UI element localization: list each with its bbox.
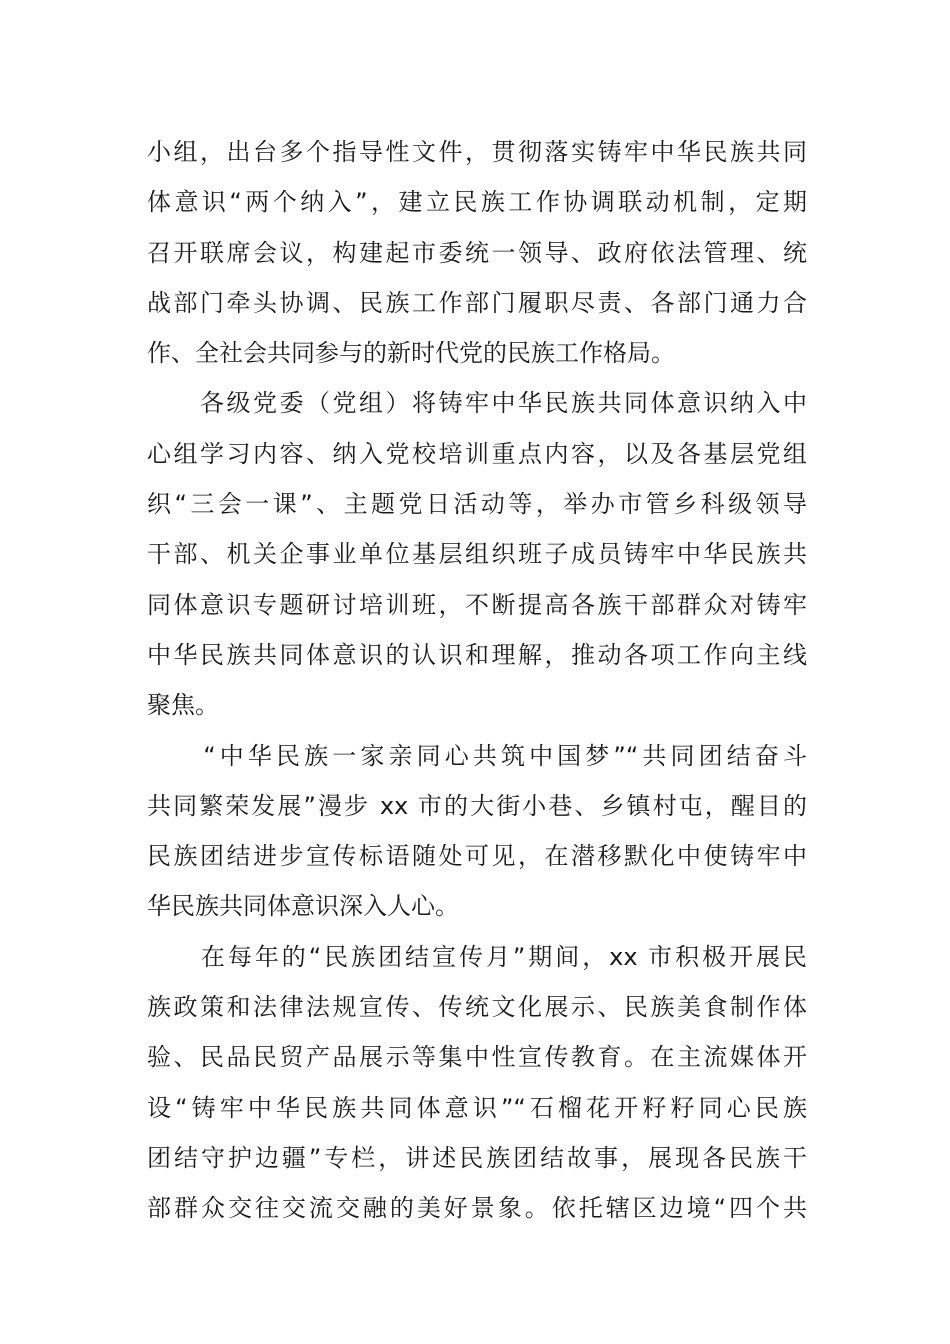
text-line: 体意识“两个纳入”，建立民族工作协调联动机制，定期 — [147, 188, 807, 217]
text-line: 干部、机关企事业单位基层组织班子成员铸牢中华民族共 — [147, 540, 807, 569]
text-line: 族政策和法律法规宣传、传统文化展示、民族美食制作体 — [147, 993, 807, 1022]
text-line: “中华民族一家亲同心共筑中国梦”“共同团结奋斗 — [147, 741, 807, 770]
text-line: 华民族共同体意识深入人心。 — [147, 892, 459, 921]
paragraph-3 — [147, 731, 807, 932]
document-body — [147, 127, 807, 1234]
text-line: 聚焦。 — [147, 691, 219, 720]
text-line: 召开联席会议，构建起市委统一领导、政府依法管理、统 — [147, 238, 807, 267]
text-line: 战部门牵头协调、民族工作部门履职尽责、各部门通力合 — [147, 288, 807, 317]
text-line: 共同繁荣发展”漫步 xx 市的大街小巷、乡镇村屯，醒目的 — [147, 791, 807, 820]
text-line: 民族团结进步宣传标语随处可见，在潜移默化中使铸牢中 — [147, 842, 807, 871]
text-line: 在每年的“民族团结宣传月”期间，xx 市积极开展民 — [147, 942, 807, 971]
text-line: 同体意识专题研讨培训班，不断提高各族干部群众对铸牢 — [147, 590, 807, 619]
text-line: 团结守护边疆”专栏，讲述民族团结故事，展现各民族干 — [147, 1143, 807, 1172]
text-line: 中华民族共同体意识的认识和理解，推动各项工作向主线 — [147, 640, 807, 669]
text-line: 各级党委（党组）将铸牢中华民族共同体意识纳入中 — [147, 389, 807, 418]
text-line: 织“三会一课”、主题党日活动等，举办市管乡科级领导 — [147, 490, 807, 519]
text-line: 小组，出台多个指导性文件，贯彻落实铸牢中华民族共同 — [147, 138, 807, 166]
paragraph-1 — [147, 127, 807, 378]
paragraph-2 — [147, 378, 807, 730]
text-line: 心组学习内容、纳入党校培训重点内容，以及各基层党组 — [147, 439, 807, 468]
text-line: 设“铸牢中华民族共同体意识”“石榴花开籽籽同心民族 — [147, 1093, 807, 1122]
paragraph-4 — [147, 932, 807, 1234]
text-line: 部群众交往交流交融的美好景象。依托辖区边境“四个共 — [147, 1194, 807, 1223]
text-line: 作、全社会共同参与的新时代党的民族工作格局。 — [147, 339, 675, 368]
text-line: 验、民品民贸产品展示等集中性宣传教育。在主流媒体开 — [147, 1043, 807, 1072]
